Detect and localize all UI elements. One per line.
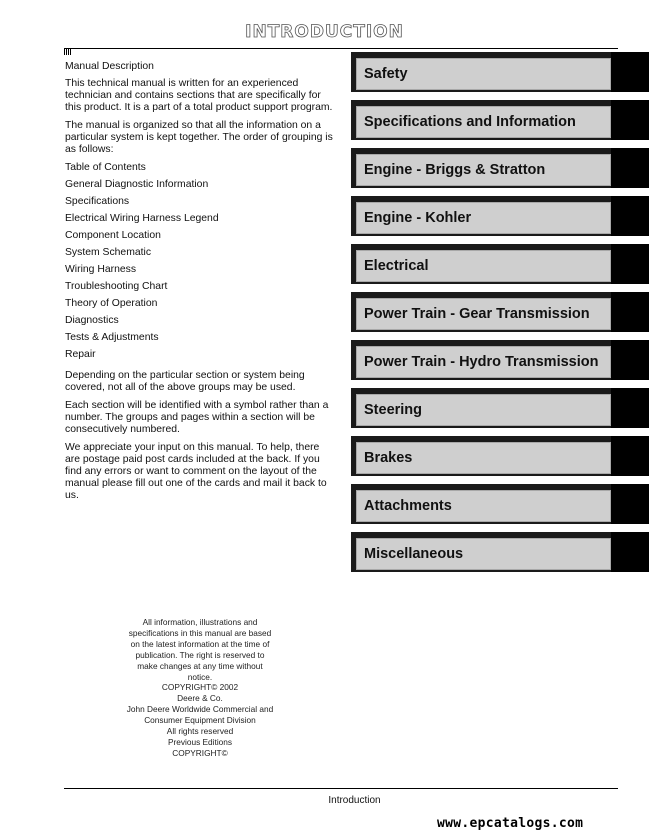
feedback-paragraph: We appreciate your input on this manual. To help, there are postage paid post cards included at the back. If you find any errors or want to comment on the layout of the manual please fill out one of the cards and mail it back to us. [65,442,327,501]
copyright-line: specifications in this manual are based [128,627,272,638]
tab-edge [611,52,649,92]
list-item: General Diagnostic Information [65,179,209,190]
section-tab-engine-kohler[interactable] [351,196,649,236]
section-tab-label: Engine - Kohler [364,210,472,226]
copyright-line: COPYRIGHT© [172,747,228,758]
section-tab-gear-transmission[interactable] [351,292,649,332]
copyright-line: publication. The right is reserved to [135,649,265,660]
section-tab-electrical[interactable] [351,244,649,284]
organization-paragraph: The manual is organized so that all the information on a particular system is kept together. The order of grouping is as follows: [65,120,333,155]
list-item: Electrical Wiring Harness Legend [65,213,219,224]
tab-edge [611,100,649,140]
groups-note-paragraph: Depending on the particular section or system being covered, not all of the above groups may be used. [65,370,305,393]
tab-edge [611,196,649,236]
section-tab-label: Steering [364,402,423,418]
list-item: Component Location [65,230,161,241]
section-tab-label: Safety [364,66,408,82]
list-item: Theory of Operation [65,298,158,309]
section-tab-specifications[interactable] [351,100,649,140]
section-tab-label: Specifications and Information [364,114,576,130]
section-tab-brakes[interactable] [351,436,649,476]
header-rule [64,48,618,49]
page-footer: Introduction [328,795,381,806]
section-tab-miscellaneous[interactable] [351,532,649,572]
tab-edge [611,340,649,380]
intro-paragraph: This technical manual is written for an experienced technician and contains sections that are specifically for this product. It is a part of a total product support program. [65,78,333,113]
section-tab-label: Engine - Briggs & Stratton [364,162,546,178]
copyright-line: Deere & Co. [177,693,223,704]
section-tab-label: Power Train - Gear Transmission [364,306,590,322]
tab-edge [611,484,649,524]
list-item: Wiring Harness [65,264,137,275]
tab-edge [611,244,649,284]
watermark-url: www.epcatalogs.com [437,816,584,831]
copyright-line: Consumer Equipment Division [144,715,256,726]
copyright-notice [110,617,290,759]
copyright-line: notice. [187,671,213,682]
section-tab-label: Power Train - Hydro Transmission [364,354,599,370]
manual-description-heading: Manual Description [65,61,154,72]
list-item: Troubleshooting Chart [65,281,168,292]
list-item: System Schematic [65,247,152,258]
section-tab-steering[interactable] [351,388,649,428]
list-item: Repair [65,349,96,360]
page-title: INTRODUCTION [245,22,404,42]
list-item: Diagnostics [65,315,119,326]
section-tabs [351,52,649,580]
copyright-line: All information, illustrations and [142,617,258,627]
footer-rule [64,788,618,789]
copyright-line: John Deere Worldwide Commercial and [126,704,274,715]
copyright-line: All rights reserved [166,726,234,737]
copyright-line: COPYRIGHT© 2002 [161,682,239,693]
tab-edge [611,532,649,572]
copyright-line: Previous Editions [167,736,233,747]
tab-edge [611,148,649,188]
tab-edge [611,292,649,332]
section-tab-hydro-transmission[interactable] [351,340,649,380]
section-tab-attachments[interactable] [351,484,649,524]
copyright-line: on the latest information at the time of [130,638,270,649]
section-tab-engine-briggs[interactable] [351,148,649,188]
section-tab-label: Brakes [364,450,413,466]
tab-edge [611,388,649,428]
section-tab-safety[interactable] [351,52,649,92]
copyright-line: make changes at any time without [137,660,263,671]
section-symbol-paragraph: Each section will be identified with a symbol rather than a number. The groups and pages within a section will be consecutively numbered. [65,400,329,435]
header-mark [64,49,71,55]
tab-edge [611,436,649,476]
section-tab-label: Attachments [364,498,452,514]
section-tab-label: Electrical [364,258,429,274]
grouping-list [65,162,335,366]
manual-description-column [65,61,335,508]
list-item: Tests & Adjustments [65,332,159,343]
list-item: Specifications [65,196,130,207]
list-item: Table of Contents [65,162,146,173]
section-tab-label: Miscellaneous [364,546,464,562]
